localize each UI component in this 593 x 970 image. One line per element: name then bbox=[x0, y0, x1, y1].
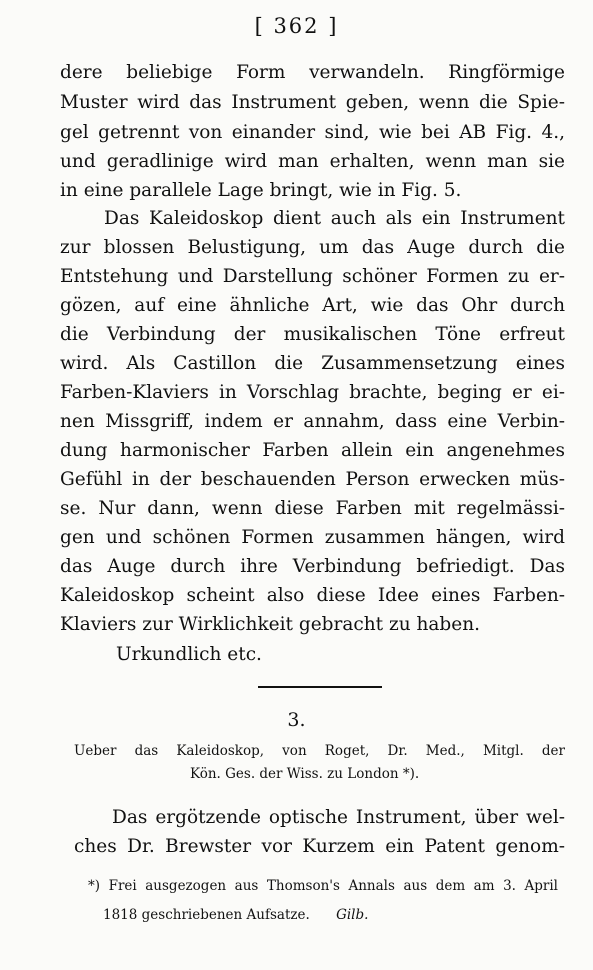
text-line: in eine parallele Lage bringt, wie in Fig. 5. bbox=[60, 180, 462, 201]
text-line: gen und schönen Formen zusammen hängen, wird bbox=[60, 527, 565, 548]
text-line: wird. Als Castillon die Zusammensetzung eines bbox=[60, 353, 565, 374]
section-title-line: Ueber das Kaleidoskop, von Roget, Dr. Med., Mitgl. der bbox=[74, 743, 565, 759]
text-line: ches Dr. Brewster vor Kurzem ein Patent genom- bbox=[74, 836, 565, 857]
text-line: Klaviers zur Wirklichkeit gebracht zu haben. bbox=[60, 614, 481, 635]
footnote-text: 1818 geschriebenen Aufsatze. bbox=[103, 907, 310, 923]
text-line: Entstehung und Darstellung schöner Formen zu er- bbox=[60, 266, 565, 287]
section-number: 3. bbox=[287, 709, 306, 731]
text-line: Das Kaleidoskop dient auch als ein Instrument bbox=[104, 208, 565, 229]
text-line: dung harmonischer Farben allein ein angenehmes bbox=[60, 440, 565, 461]
text-line: se. Nur dann, wenn diese Farben mit regelmässi- bbox=[60, 498, 565, 519]
text-line: Gefühl in der beschauenden Person erwecken müs- bbox=[60, 469, 565, 490]
text-line: Kaleidoskop scheint also diese Idee eines Farben- bbox=[60, 585, 565, 606]
text-line: das Auge durch ihre Verbindung befriedigt. Das bbox=[60, 556, 565, 577]
section-divider bbox=[258, 686, 382, 688]
text-line: Das ergötzende optische Instrument, über wel- bbox=[112, 807, 565, 828]
text-line: gözen, auf eine ähnliche Art, wie das Ohr durch bbox=[60, 295, 565, 316]
text-line: und geradlinige wird man erhalten, wenn man sie bbox=[60, 151, 565, 172]
footnote-line bbox=[103, 905, 393, 925]
text-line: gel getrennt von einander sind, wie bei AB Fig. 4., bbox=[60, 122, 565, 143]
text-line: die Verbindung der musikalischen Töne erfreut bbox=[60, 324, 565, 345]
text-line: nen Missgriff, indem er annahm, dass eine Verbin- bbox=[60, 411, 565, 432]
text-line: dere beliebige Form verwandeln. Ringförmige bbox=[60, 62, 565, 83]
footnote-line: *) Frei ausgezogen aus Thomson's Annals aus dem am 3. April bbox=[88, 878, 558, 894]
text-line: Muster wird das Instrument geben, wenn die Spie- bbox=[60, 92, 565, 113]
footnote-signature: Gilb. bbox=[336, 907, 369, 923]
page-number-header: [ 362 ] bbox=[254, 14, 339, 38]
text-line: zur blossen Belustigung, um das Auge durch die bbox=[60, 237, 565, 258]
closing-line: Urkundlich etc. bbox=[116, 644, 262, 665]
section-title-line: Kön. Ges. der Wiss. zu London *). bbox=[190, 766, 420, 782]
text-line: Farben-Klaviers in Vorschlag brachte, beging er ei- bbox=[60, 382, 565, 403]
